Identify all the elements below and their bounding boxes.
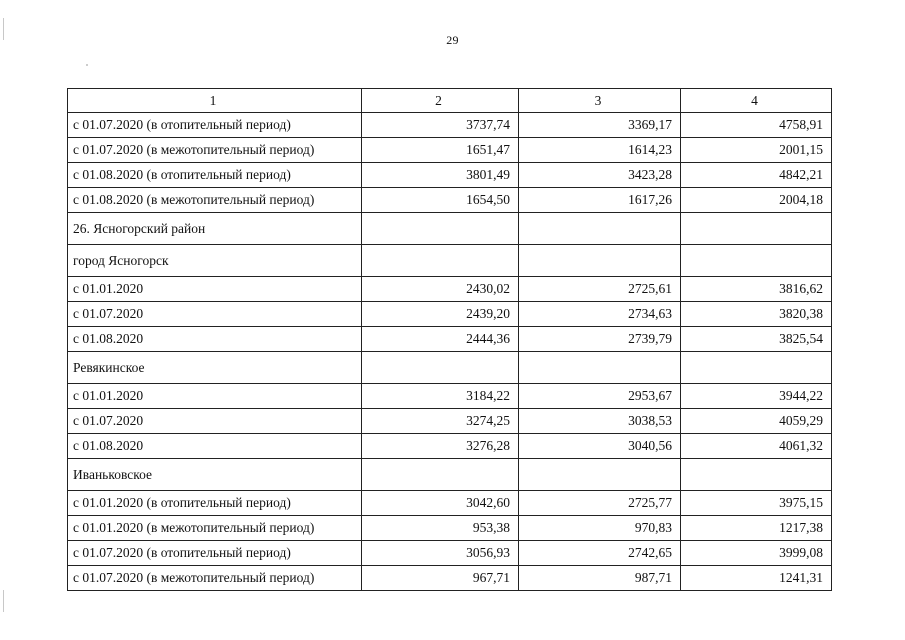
row-label: с 01.07.2020 (в межотопительный период) — [68, 138, 362, 163]
value-cell: 3737,74 — [362, 113, 519, 138]
row-label: с 01.01.2020 — [68, 384, 362, 409]
value-cell: 4059,29 — [681, 409, 832, 434]
value-cell — [519, 213, 681, 245]
value-cell: 4758,91 — [681, 113, 832, 138]
row-label: с 01.08.2020 — [68, 434, 362, 459]
value-cell: 3184,22 — [362, 384, 519, 409]
value-cell: 1241,31 — [681, 566, 832, 591]
value-cell: 2439,20 — [362, 302, 519, 327]
value-cell: 3999,08 — [681, 541, 832, 566]
value-cell — [362, 213, 519, 245]
section-row — [68, 213, 832, 245]
value-cell: 967,71 — [362, 566, 519, 591]
section-label: 26. Ясногорский район — [68, 213, 362, 245]
scan-dot-mark — [86, 64, 88, 66]
row-label: с 01.07.2020 — [68, 302, 362, 327]
value-cell: 3975,15 — [681, 491, 832, 516]
section-label: город Ясногорск — [68, 245, 362, 277]
table-row — [68, 188, 832, 213]
value-cell: 970,83 — [519, 516, 681, 541]
table-row — [68, 302, 832, 327]
value-cell: 987,71 — [519, 566, 681, 591]
value-cell: 3276,28 — [362, 434, 519, 459]
table-row — [68, 277, 832, 302]
value-cell: 1617,26 — [519, 188, 681, 213]
value-cell: 3816,62 — [681, 277, 832, 302]
value-cell: 2444,36 — [362, 327, 519, 352]
value-cell: 3056,93 — [362, 541, 519, 566]
table-row — [68, 566, 832, 591]
value-cell — [681, 459, 832, 491]
value-cell — [681, 245, 832, 277]
value-cell — [519, 459, 681, 491]
value-cell: 2430,02 — [362, 277, 519, 302]
row-label: с 01.01.2020 (в межотопительный период) — [68, 516, 362, 541]
column-header: 3 — [519, 89, 681, 113]
table-row — [68, 409, 832, 434]
column-header: 1 — [68, 89, 362, 113]
table-row — [68, 541, 832, 566]
section-label: Иваньковское — [68, 459, 362, 491]
value-cell: 3801,49 — [362, 163, 519, 188]
row-label: с 01.07.2020 (в отопительный период) — [68, 113, 362, 138]
value-cell: 3825,54 — [681, 327, 832, 352]
value-cell — [362, 459, 519, 491]
value-cell: 1651,47 — [362, 138, 519, 163]
section-row — [68, 245, 832, 277]
value-cell — [362, 352, 519, 384]
value-cell: 2953,67 — [519, 384, 681, 409]
value-cell: 2004,18 — [681, 188, 832, 213]
table-row — [68, 113, 832, 138]
tariff-table — [67, 88, 832, 591]
value-cell: 1654,50 — [362, 188, 519, 213]
value-cell: 2739,79 — [519, 327, 681, 352]
value-cell: 1614,23 — [519, 138, 681, 163]
section-label: Ревякинское — [68, 352, 362, 384]
column-header: 4 — [681, 89, 832, 113]
table-row — [68, 138, 832, 163]
table-row — [68, 491, 832, 516]
row-label: с 01.01.2020 (в отопительный период) — [68, 491, 362, 516]
table-header-row — [68, 89, 832, 113]
value-cell — [681, 213, 832, 245]
section-row — [68, 352, 832, 384]
value-cell — [362, 245, 519, 277]
value-cell: 4061,32 — [681, 434, 832, 459]
row-label: с 01.08.2020 (в межотопительный период) — [68, 188, 362, 213]
value-cell — [519, 352, 681, 384]
row-label: с 01.01.2020 — [68, 277, 362, 302]
row-label: с 01.07.2020 (в отопительный период) — [68, 541, 362, 566]
value-cell: 3040,56 — [519, 434, 681, 459]
value-cell — [519, 245, 681, 277]
value-cell — [681, 352, 832, 384]
value-cell: 3274,25 — [362, 409, 519, 434]
value-cell: 2734,63 — [519, 302, 681, 327]
table-row — [68, 434, 832, 459]
page-number: 29 — [446, 33, 459, 47]
table-row — [68, 516, 832, 541]
value-cell: 953,38 — [362, 516, 519, 541]
column-header: 2 — [362, 89, 519, 113]
row-label: с 01.08.2020 — [68, 327, 362, 352]
value-cell: 2742,65 — [519, 541, 681, 566]
scan-margin-mark — [3, 18, 4, 40]
value-cell: 3369,17 — [519, 113, 681, 138]
row-label: с 01.08.2020 (в отопительный период) — [68, 163, 362, 188]
value-cell: 3944,22 — [681, 384, 832, 409]
table-row — [68, 384, 832, 409]
value-cell: 3423,28 — [519, 163, 681, 188]
row-label: с 01.07.2020 (в межотопительный период) — [68, 566, 362, 591]
value-cell: 3042,60 — [362, 491, 519, 516]
value-cell: 1217,38 — [681, 516, 832, 541]
value-cell: 3038,53 — [519, 409, 681, 434]
value-cell: 2725,61 — [519, 277, 681, 302]
section-row — [68, 459, 832, 491]
scan-margin-mark — [3, 590, 4, 612]
table-row — [68, 327, 832, 352]
row-label: с 01.07.2020 — [68, 409, 362, 434]
value-cell: 2001,15 — [681, 138, 832, 163]
value-cell: 2725,77 — [519, 491, 681, 516]
table-row — [68, 163, 832, 188]
value-cell: 3820,38 — [681, 302, 832, 327]
value-cell: 4842,21 — [681, 163, 832, 188]
